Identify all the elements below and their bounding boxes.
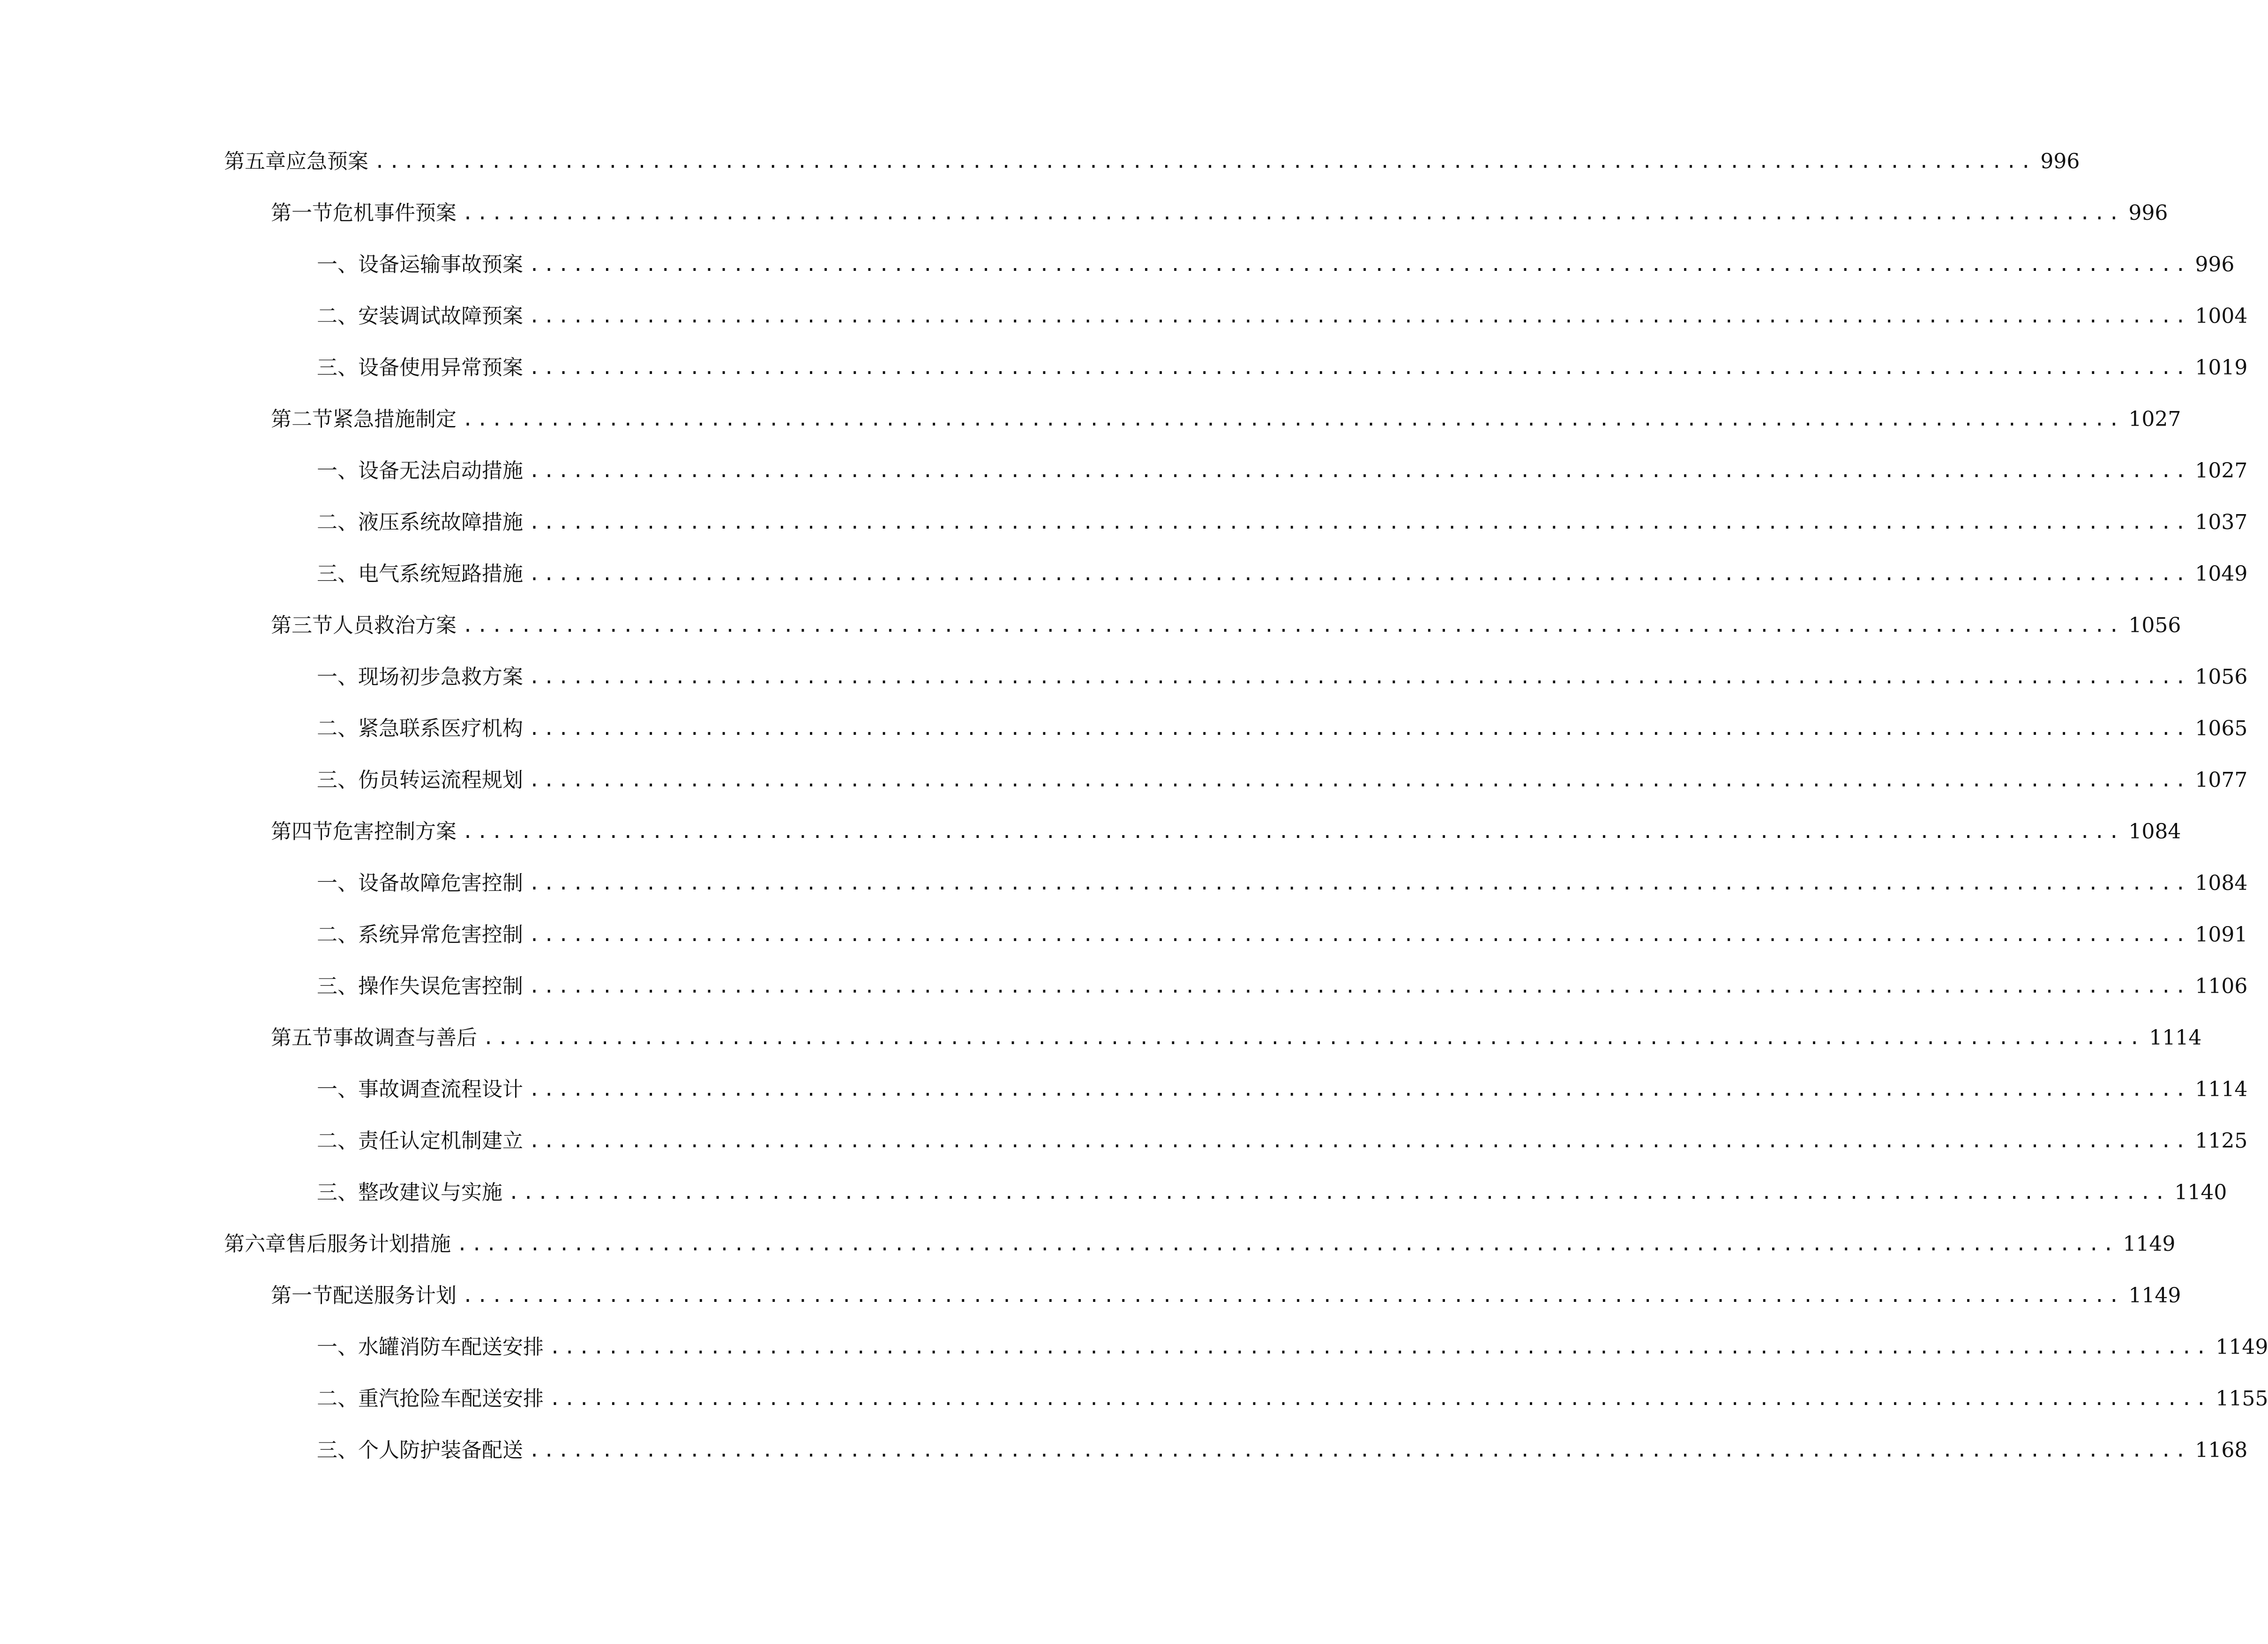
toc-entry-page: 1027 <box>2128 407 2181 431</box>
toc-entry-prefix: 第二节 <box>271 407 333 431</box>
toc-entry-prefix: 一、 <box>317 665 358 689</box>
toc-entry-title: 责任认定机制建立 <box>358 1129 523 1153</box>
leader-dots: .................................................................................................................. <box>529 666 2190 688</box>
toc-entry-page: 1125 <box>2195 1129 2248 1153</box>
toc-entry-page: 996 <box>2040 149 2080 173</box>
toc-entry[interactable] <box>271 198 2168 228</box>
toc-entry-title: 重汽抢险车配送安排 <box>358 1387 544 1411</box>
toc-entry-title: 水罐消防车配送安排 <box>358 1335 544 1359</box>
leader-dots: .................................................................................................................. <box>529 1130 2190 1152</box>
toc-entry[interactable] <box>317 1126 2248 1156</box>
toc-entry[interactable] <box>317 1075 2248 1105</box>
toc-entry[interactable] <box>317 508 2248 538</box>
toc-entry-page: 1084 <box>2195 871 2248 895</box>
toc-entry-title: 伤员转运流程规划 <box>358 768 523 792</box>
toc-entry[interactable] <box>271 1023 2202 1053</box>
toc-entry-page: 1019 <box>2195 356 2248 380</box>
toc-entry[interactable] <box>317 250 2235 280</box>
toc-entry-title: 系统异常危害控制 <box>358 923 523 947</box>
toc-entry-page: 1084 <box>2128 820 2181 844</box>
toc-entry[interactable] <box>271 1281 2181 1311</box>
toc-entry-prefix: 三、 <box>317 768 358 792</box>
toc-entry-prefix: 三、 <box>317 1438 358 1462</box>
toc-entry[interactable] <box>317 920 2248 950</box>
toc-entry[interactable] <box>317 765 2248 795</box>
toc-entry-page: 1065 <box>2195 717 2248 740</box>
leader-dots: .................................................................................................................. <box>529 976 2190 997</box>
toc-entry-title: 整改建议与实施 <box>358 1181 502 1204</box>
toc-entry-prefix: 一、 <box>317 253 358 276</box>
toc-entry-prefix: 三、 <box>317 974 358 998</box>
toc-entry-title: 操作失误危害控制 <box>358 974 523 998</box>
toc-entry-title: 事故调查与善后 <box>333 1026 477 1050</box>
toc-entry-title: 危机事件预案 <box>333 201 457 225</box>
toc-entry-prefix: 第一节 <box>271 1284 333 1308</box>
leader-dots: .................................................................................................................. <box>374 151 2035 172</box>
toc-entry-page: 1077 <box>2195 768 2248 792</box>
leader-dots: .................................................................................................................. <box>462 615 2123 636</box>
toc-entry-title: 设备使用异常预案 <box>358 356 523 380</box>
leader-dots: .................................................................................................................. <box>529 924 2190 946</box>
toc-entry-prefix: 三、 <box>317 356 358 380</box>
toc-entry-page: 1155 <box>2216 1387 2268 1411</box>
toc-entry[interactable] <box>317 971 2248 1001</box>
toc-entry-page: 1049 <box>2195 562 2248 586</box>
toc-entry-prefix: 一、 <box>317 459 358 483</box>
toc-entry-title: 紧急联系医疗机构 <box>358 717 523 740</box>
toc-entry-title: 设备运输事故预案 <box>358 253 523 276</box>
leader-dots: .................................................................................................................. <box>529 357 2190 379</box>
toc-entry-title: 现场初步急救方案 <box>358 665 523 689</box>
toc-entry-prefix: 三、 <box>317 562 358 586</box>
toc-entry-title: 紧急措施制定 <box>333 407 457 431</box>
toc-entry[interactable] <box>317 1332 2268 1362</box>
toc-entry-page: 1149 <box>2123 1232 2176 1256</box>
leader-dots: .................................................................................................................. <box>462 409 2123 430</box>
leader-dots: .................................................................................................................. <box>529 460 2190 482</box>
toc-entry-page: 1004 <box>2195 304 2248 328</box>
toc-entry-title: 设备无法启动措施 <box>358 459 523 483</box>
toc-entry-page: 1056 <box>2195 665 2248 689</box>
toc-entry[interactable] <box>317 559 2248 589</box>
leader-dots: .................................................................................................................. <box>549 1388 2210 1410</box>
toc-entry-title: 电气系统短路措施 <box>358 562 523 586</box>
toc-entry-page: 1056 <box>2128 613 2181 637</box>
toc-entry-title: 设备故障危害控制 <box>358 871 523 895</box>
toc-entry-prefix: 二、 <box>317 304 358 328</box>
leader-dots: .................................................................................................................. <box>529 563 2190 585</box>
toc-entry-prefix: 二、 <box>317 1129 358 1153</box>
toc-entry-page: 996 <box>2195 253 2235 276</box>
toc-entry[interactable] <box>317 353 2248 383</box>
toc-entry-prefix: 第五节 <box>271 1026 333 1050</box>
toc-entry-prefix: 第六章 <box>224 1232 286 1256</box>
toc-entry-page: 1027 <box>2195 459 2248 483</box>
leader-dots: .................................................................................................................. <box>529 1440 2190 1461</box>
toc-entry-page: 1149 <box>2128 1284 2181 1308</box>
toc-entry-title: 应急预案 <box>286 149 368 173</box>
toc-entry[interactable] <box>317 868 2248 898</box>
toc-entry-page: 1140 <box>2174 1181 2227 1204</box>
toc-entry-page: 1114 <box>2149 1026 2202 1050</box>
toc-entry-prefix: 二、 <box>317 717 358 740</box>
leader-dots: .................................................................................................................. <box>462 1285 2123 1307</box>
toc-entry-page: 996 <box>2128 201 2168 225</box>
toc-entry-title: 安装调试故障预案 <box>358 304 523 328</box>
toc-entry[interactable] <box>317 662 2248 692</box>
toc-entry[interactable] <box>317 456 2248 486</box>
leader-dots: .................................................................................................................. <box>462 821 2123 843</box>
leader-dots: .................................................................................................................. <box>529 718 2190 740</box>
toc-entry-prefix: 第四节 <box>271 820 333 844</box>
toc-entry-page: 1091 <box>2195 923 2248 947</box>
toc-entry[interactable] <box>317 714 2248 744</box>
toc-entry-prefix: 二、 <box>317 510 358 534</box>
toc-entry-title: 事故调查流程设计 <box>358 1077 523 1101</box>
toc-entry[interactable] <box>317 1178 2227 1208</box>
toc-entry-prefix: 二、 <box>317 1387 358 1411</box>
toc-entry-prefix: 一、 <box>317 871 358 895</box>
toc-entry[interactable] <box>224 1229 2176 1259</box>
leader-dots: .................................................................................................................. <box>508 1182 2169 1203</box>
toc-entry-prefix: 第一节 <box>271 201 333 225</box>
leader-dots: .................................................................................................................. <box>529 512 2190 533</box>
toc-entry[interactable] <box>317 1384 2268 1414</box>
leader-dots: .................................................................................................................. <box>483 1027 2144 1049</box>
toc-entry[interactable] <box>271 404 2181 434</box>
toc-entry[interactable] <box>317 301 2248 331</box>
toc-entry-prefix: 一、 <box>317 1335 358 1359</box>
toc-entry-page: 1106 <box>2195 974 2248 998</box>
toc-entry-prefix: 一、 <box>317 1077 358 1101</box>
toc-entry-page: 1114 <box>2195 1077 2248 1101</box>
leader-dots: .................................................................................................................. <box>529 306 2190 327</box>
toc-entry[interactable] <box>317 1435 2248 1465</box>
toc-entry-page: 1168 <box>2195 1438 2248 1462</box>
toc-entry-title: 危害控制方案 <box>333 820 457 844</box>
toc-entry-prefix: 第五章 <box>224 149 286 173</box>
toc-entry-title: 售后服务计划措施 <box>286 1232 451 1256</box>
toc-entry-prefix: 二、 <box>317 923 358 947</box>
toc-entry[interactable] <box>271 817 2181 847</box>
toc-entry-title: 液压系统故障措施 <box>358 510 523 534</box>
leader-dots: .................................................................................................................. <box>457 1233 2118 1255</box>
toc-entry-prefix: 三、 <box>317 1181 358 1204</box>
leader-dots: .................................................................................................................. <box>529 1079 2190 1100</box>
toc-entry-title: 配送服务计划 <box>333 1284 457 1308</box>
leader-dots: .................................................................................................................. <box>549 1337 2210 1358</box>
leader-dots: .................................................................................................................. <box>462 202 2123 224</box>
toc-entry-title: 个人防护装备配送 <box>358 1438 523 1462</box>
toc-entry[interactable] <box>224 147 2080 177</box>
leader-dots: .................................................................................................................. <box>529 770 2190 791</box>
toc-entry-page: 1037 <box>2195 510 2248 534</box>
leader-dots: .................................................................................................................. <box>529 254 2190 276</box>
toc-entry-prefix: 第三节 <box>271 613 333 637</box>
toc-entry[interactable] <box>271 611 2181 641</box>
toc-entry-title: 人员救治方案 <box>333 613 457 637</box>
leader-dots: .................................................................................................................. <box>529 873 2190 894</box>
toc-entry-page: 1149 <box>2216 1335 2268 1359</box>
